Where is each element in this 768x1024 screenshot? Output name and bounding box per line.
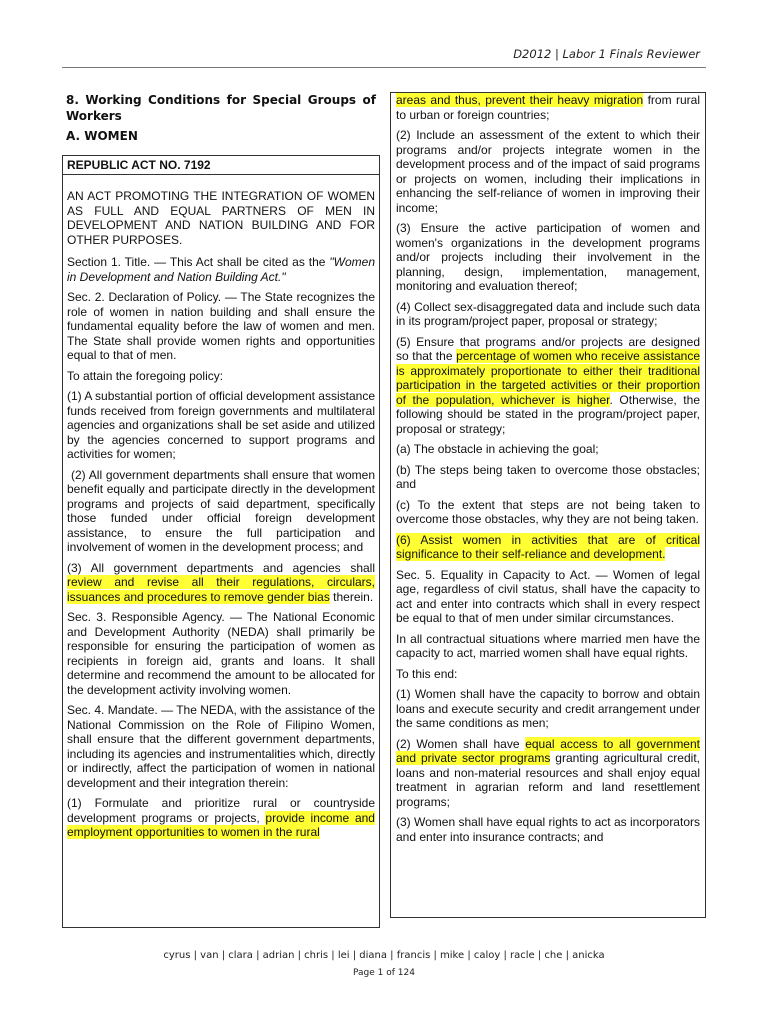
policy-item-3-text: (3) All government departments and agencies shall	[67, 560, 375, 575]
equality-item-2	[396, 737, 700, 810]
header-divider	[62, 67, 706, 68]
act-number: REPUBLIC ACT NO. 7192	[63, 156, 379, 175]
mandate-item-3: (3) Ensure the active participation of women and women's organizations in the development programs and/or projects including their involvement in the planning, design, implementation, management, monitoring and evaluation thereof;	[396, 221, 700, 293]
section-title: 8. Working Conditions for Special Groups of Workers	[66, 93, 376, 123]
mandate-item-1-continued	[396, 93, 700, 122]
equality-item-3: (3) Women shall have equal rights to act as incorporators and enter into insurance contracts; and	[396, 815, 700, 844]
equality-item-2-end: granting agricultural credit, loans and non-material resources and shall enjoy equal treatment in agrarian reform and land resettlement programs;	[396, 751, 700, 809]
section-1-act-title: "Women in Development and Nation Building Act."	[67, 255, 375, 284]
section-1-paragraph	[67, 255, 375, 284]
right-column-box	[390, 92, 706, 918]
mandate-item-1	[67, 796, 375, 840]
section-3-paragraph: Sec. 3. Responsible Agency. — The National Economic and Development Authority (NEDA) shall primarily be responsible for ensuring the participation of women as recipients in foreign aid, grants and loans. It shall determine and recommend the amount to be allocated for the development activity involving women.	[67, 610, 375, 697]
mandate-item-5b: (b) The steps being taken to overcome those obstacles; and	[396, 462, 700, 491]
mandate-item-1-text: (1) Formulate and prioritize rural or countryside development programs or projects,	[67, 796, 375, 825]
act-caption: AN ACT PROMOTING THE INTEGRATION OF WOMEN AS FULL AND EQUAL PARTNERS OF MEN IN DEVELOPMENT AND NATION BUILDING AND FOR OTHER PURPOSES.	[67, 189, 375, 247]
mandate-item-5-text: (5) Ensure that programs and/or projects are designed so that the	[396, 334, 700, 363]
section-1-text: Section 1. Title. — This Act shall be cited as the	[67, 255, 330, 269]
section-2-paragraph: Sec. 2. Declaration of Policy. — The State recognizes the role of women in nation building and shall ensure the fundamental equality before the law of women and men. The State shall provide women rights and opportunities equal to that of men.	[67, 290, 375, 362]
mandate-item-4: (4) Collect sex-disaggregated data and include such data in its program/project paper, proposal or strategy;	[396, 299, 700, 328]
policy-item-3	[67, 561, 375, 605]
policy-item-1: (1) A substantial portion of official development assistance funds received from foreign governments and multilateral agencies and organizations shall be set aside and utilized by the agencies concerned to support programs and activities for women;	[67, 389, 375, 461]
footer-names: cyrus | van | clara | adrian | chris | lei | diana | francis | mike | caloy | racle | che | anicka	[163, 950, 605, 961]
equality-item-2-highlight: equal access to all government and private sector programs	[396, 736, 700, 765]
mandate-item-1-highlight: provide income and employment opportunities to women in the rural	[67, 810, 375, 839]
mandate-item-6	[396, 533, 700, 562]
mandate-item-6-highlight: (6) Assist women in activities that are of critical significance to their self-reliance and development.	[396, 532, 700, 561]
attain-policy-line: To attain the foregoing policy:	[67, 368, 224, 383]
policy-item-3-highlight: review and revise all their regulations, circulars, issuances and procedures to remove gender bias	[67, 575, 375, 604]
section-subtitle: A. WOMEN	[66, 129, 138, 143]
mandate-item-5	[396, 335, 700, 437]
section-4-paragraph: Sec. 4. Mandate. — The NEDA, with the assistance of the National Commission on the Role of Filipino Women, shall ensure that the different government departments, including its agencies and instrumentalities which, directly or indirectly, affect the participation of women in national development and their integration therein:	[67, 703, 375, 790]
contractual-paragraph: In all contractual situations where married men have the capacity to act, married women shall have equal rights.	[396, 631, 700, 660]
mandate-item-5c: (c) To the extent that steps are not being taken to overcome those obstacles, why they are not being taken.	[396, 497, 700, 526]
equality-item-1: (1) Women shall have the capacity to borrow and obtain loans and execute security and credit arrangement under the same conditions as men;	[396, 687, 700, 730]
mandate-item-2: (2) Include an assessment of the extent to which their programs and/or projects integrate women in the development process and of the impact of said programs or projects on women, including their implications in enhancing the self-reliance of women in improving their income;	[396, 128, 700, 215]
mandate-item-5a: (a) The obstacle in achieving the goal;	[396, 442, 599, 456]
equality-item-2-text: (2) Women shall have	[396, 736, 526, 751]
to-this-end-line: To this end:	[396, 666, 458, 681]
page-number: Page 1 of 124	[353, 968, 415, 978]
policy-item-3-end: therein.	[329, 589, 374, 604]
mandate-item-1-highlight-continued: areas and thus, prevent their heavy migration	[396, 93, 644, 107]
mandate-item-5-highlight: percentage of women who receive assistance is approximately proportionate to either their traditional participation in the targeted activities or their proportion of the population, whichever is higher	[396, 349, 700, 407]
section-heading	[66, 92, 376, 148]
policy-item-2: (2) All government departments shall ensure that women benefit equally and participate directly in the development programs and projects of said department, specifically those funded under official foreign development assistance, to ensure the full participation and involvement of women in the development process; and	[67, 467, 375, 554]
mandate-item-1-end: from rural to urban or foreign countries;	[396, 93, 700, 122]
page-header: D2012 | Labor 1 Finals Reviewer	[513, 47, 700, 61]
mandate-item-5-end: . Otherwise, the following should be stated in the program/project paper, proposal or strategy;	[396, 392, 700, 436]
left-column-box	[62, 155, 380, 928]
section-5-paragraph: Sec. 5. Equality in Capacity to Act. — Women of legal age, regardless of civil status, shall have the capacity to act and enter into contracts which shall in every respect be equal to that of men under similar circumstances.	[396, 567, 700, 625]
